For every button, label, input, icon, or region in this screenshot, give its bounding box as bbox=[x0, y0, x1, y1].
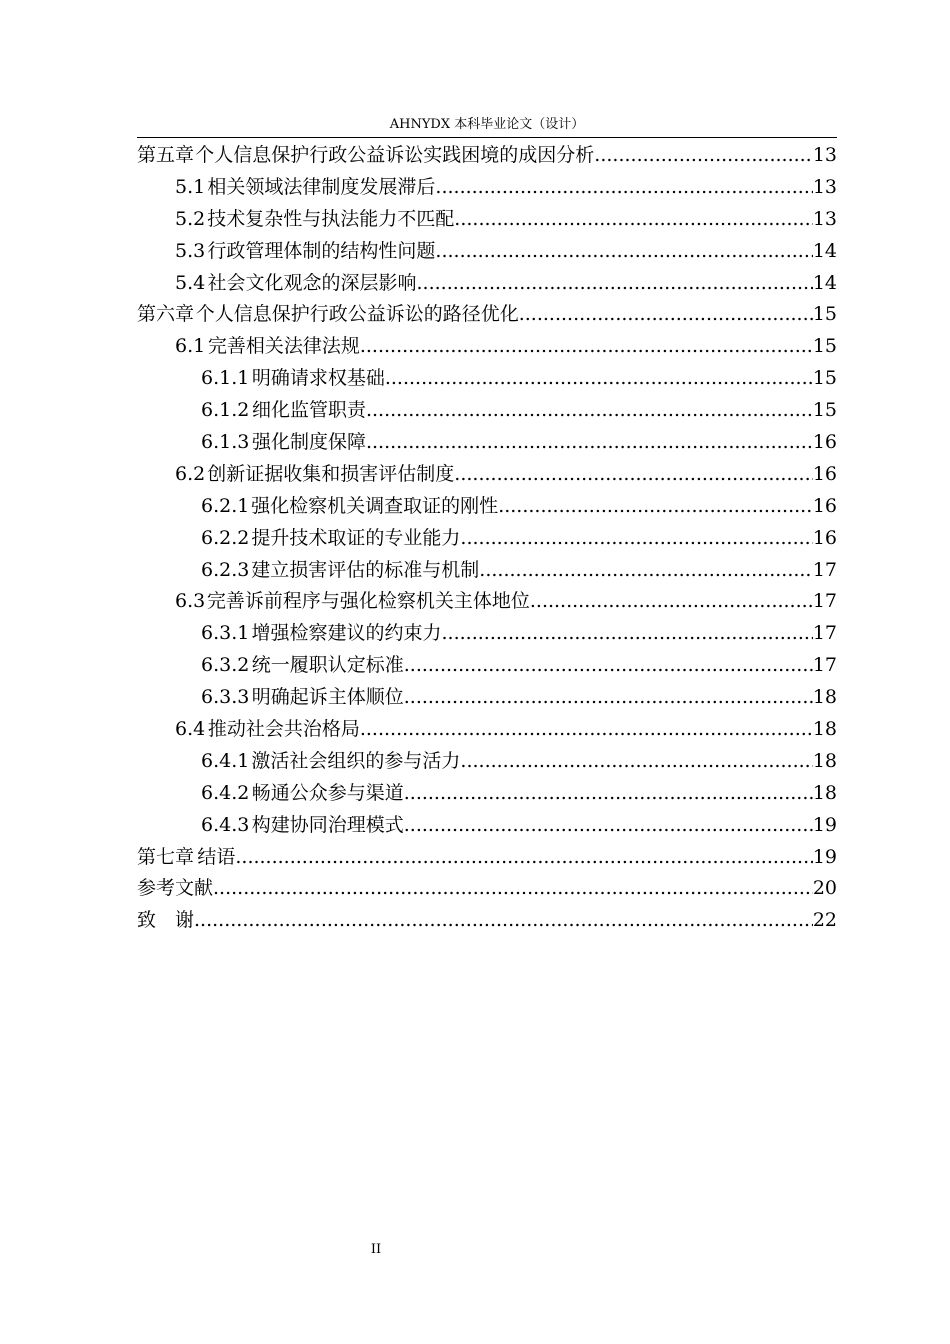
toc-entry[interactable] bbox=[137, 268, 837, 300]
toc-entry[interactable] bbox=[137, 650, 837, 682]
toc-entry-title: 强化检察机关调查取证的刚性 bbox=[251, 494, 499, 517]
toc-entry-number: 6.1.3 bbox=[201, 431, 250, 454]
toc-entry-number: 5.4 bbox=[175, 271, 206, 294]
toc-entry[interactable] bbox=[137, 746, 837, 778]
toc-entry-title: 技术复杂性与执法能力不匹配 bbox=[207, 207, 455, 230]
toc-dot-leader bbox=[530, 586, 813, 618]
toc-entry-title: 致 谢 bbox=[137, 909, 195, 932]
toc-entry-title: 创新证据收集和损害评估制度 bbox=[207, 462, 455, 485]
toc-entry-number: 6.4.2 bbox=[201, 781, 250, 804]
toc-entry[interactable] bbox=[137, 842, 837, 874]
toc-entry-title: 完善诉前程序与强化检察机关主体地位 bbox=[206, 590, 530, 613]
toc-dot-leader bbox=[404, 682, 813, 714]
toc-entry-title: 结语 bbox=[197, 845, 236, 868]
toc-entry-page: 13 bbox=[812, 207, 837, 230]
toc-entry-page: 13 bbox=[812, 144, 837, 166]
toc-entry[interactable] bbox=[137, 905, 837, 937]
toc-dot-leader bbox=[435, 236, 812, 268]
page-header: AHNYDX 本科毕业论文（设计） bbox=[389, 117, 585, 132]
toc-dot-leader bbox=[454, 204, 813, 236]
toc-entry-page: 13 bbox=[812, 175, 837, 198]
toc-dot-leader bbox=[213, 873, 813, 905]
toc-entry[interactable] bbox=[137, 299, 837, 331]
toc-entry[interactable] bbox=[137, 236, 837, 268]
toc-entry-number: 6.3.3 bbox=[201, 686, 250, 709]
page-number: II bbox=[370, 1242, 382, 1257]
toc-dot-leader bbox=[194, 905, 813, 937]
toc-entry-page: 15 bbox=[812, 367, 837, 390]
toc-entry-page: 16 bbox=[812, 526, 837, 549]
toc-entry[interactable] bbox=[137, 778, 837, 810]
toc-entry-number: 6.4.3 bbox=[201, 813, 250, 836]
toc-entry-page: 17 bbox=[812, 622, 837, 645]
toc-entry-title: 构建协同治理模式 bbox=[251, 813, 404, 836]
toc-entry-page: 18 bbox=[812, 686, 837, 709]
toc-entry-number: 第七章 bbox=[137, 845, 195, 868]
toc-entry-title: 社会文化观念的深层影响 bbox=[207, 271, 417, 294]
toc-dot-leader bbox=[594, 140, 813, 172]
toc-entry-number: 6.3 bbox=[175, 590, 206, 613]
toc-entry-page: 17 bbox=[812, 558, 837, 581]
toc-entry-number: 6.3.2 bbox=[201, 654, 250, 677]
toc-entry-page: 15 bbox=[812, 335, 837, 358]
toc-entry-title: 完善相关法律法规 bbox=[207, 335, 360, 358]
toc-dot-leader bbox=[498, 491, 813, 523]
toc-dot-leader bbox=[460, 746, 812, 778]
toc-entry[interactable] bbox=[137, 714, 837, 746]
toc-entry-number: 6.2.1 bbox=[201, 494, 250, 517]
toc-entry-number: 6.2.2 bbox=[201, 526, 250, 549]
toc-entry[interactable] bbox=[137, 395, 837, 427]
toc-entry-number: 6.1 bbox=[175, 335, 206, 358]
toc-entry-page: 19 bbox=[812, 845, 837, 868]
toc-entry-number: 第六章 bbox=[137, 303, 195, 326]
toc-entry-number: 6.4.1 bbox=[201, 749, 250, 772]
toc-entry-title: 统一履职认定标准 bbox=[251, 654, 404, 677]
toc-entry-number: 第五章 bbox=[137, 144, 195, 166]
toc-entry-page: 18 bbox=[812, 749, 837, 772]
toc-entry[interactable] bbox=[137, 873, 837, 905]
toc-entry-title: 相关领域法律制度发展滞后 bbox=[207, 175, 436, 198]
toc-dot-leader bbox=[360, 331, 813, 363]
toc-entry-page: 17 bbox=[812, 654, 837, 677]
toc-entry[interactable] bbox=[137, 555, 837, 587]
header-rule bbox=[137, 137, 837, 138]
toc-entry[interactable] bbox=[137, 172, 837, 204]
toc-entry-page: 14 bbox=[812, 239, 837, 262]
toc-entry-number: 6.2.3 bbox=[201, 558, 250, 581]
toc-dot-leader bbox=[460, 523, 812, 555]
toc-entry[interactable] bbox=[137, 459, 837, 491]
toc-entry-page: 15 bbox=[812, 303, 837, 326]
toc-entry-title: 推动社会共治格局 bbox=[207, 718, 360, 741]
toc-entry-title: 个人信息保护行政公益诉讼实践困境的成因分析 bbox=[195, 144, 595, 166]
toc-entry-page: 22 bbox=[812, 909, 837, 932]
toc-dot-leader bbox=[404, 778, 813, 810]
toc-dot-leader bbox=[360, 714, 813, 746]
toc-entry-number: 6.4 bbox=[175, 718, 206, 741]
toc-entry[interactable] bbox=[137, 810, 837, 842]
toc-entry[interactable] bbox=[137, 586, 837, 618]
toc-dot-leader bbox=[404, 810, 813, 842]
toc-entry-title: 强化制度保障 bbox=[251, 431, 366, 454]
toc-entry-number: 6.1.2 bbox=[201, 399, 250, 422]
toc-entry-title: 建立损害评估的标准与机制 bbox=[251, 558, 480, 581]
toc-dot-leader bbox=[417, 268, 813, 300]
toc-entry-title: 明确起诉主体顺位 bbox=[251, 686, 404, 709]
toc-entry[interactable] bbox=[137, 682, 837, 714]
toc-dot-leader bbox=[435, 172, 812, 204]
toc-entry[interactable] bbox=[137, 204, 837, 236]
toc-entry-page: 16 bbox=[812, 431, 837, 454]
toc-entry-title: 畅通公众参与渠道 bbox=[251, 781, 404, 804]
toc-entry-number: 5.3 bbox=[175, 239, 206, 262]
toc-entry[interactable] bbox=[137, 331, 837, 363]
toc-entry-number: 5.2 bbox=[175, 207, 206, 230]
toc-entry[interactable] bbox=[137, 523, 837, 555]
toc-entry-page: 18 bbox=[812, 781, 837, 804]
toc-entry-title: 增强检察建议的约束力 bbox=[251, 622, 442, 645]
toc-dot-leader bbox=[235, 842, 812, 874]
toc-entry[interactable] bbox=[137, 491, 837, 523]
toc-entry-page: 20 bbox=[812, 877, 837, 900]
toc-entry-page: 17 bbox=[812, 590, 837, 613]
toc-entry-title: 细化监管职责 bbox=[251, 399, 366, 422]
toc-entry[interactable] bbox=[137, 140, 837, 172]
toc-entry-number: 6.3.1 bbox=[201, 622, 250, 645]
toc-dot-leader bbox=[366, 395, 813, 427]
toc-dot-leader bbox=[479, 555, 813, 587]
toc-entry-title: 参考文献 bbox=[137, 877, 214, 900]
toc-dot-leader bbox=[442, 618, 813, 650]
toc-entry-number: 6.1.1 bbox=[201, 367, 250, 390]
toc-dot-leader bbox=[385, 363, 813, 395]
toc-entry-title: 激活社会组织的参与活力 bbox=[251, 749, 461, 772]
toc-entry[interactable] bbox=[137, 427, 837, 459]
toc-entry-page: 15 bbox=[812, 399, 837, 422]
table-of-contents bbox=[137, 140, 837, 937]
toc-dot-leader bbox=[519, 299, 813, 331]
toc-entry-page: 14 bbox=[812, 271, 837, 294]
toc-entry-number: 5.1 bbox=[175, 175, 206, 198]
toc-entry-title: 行政管理体制的结构性问题 bbox=[207, 239, 436, 262]
toc-entry-page: 16 bbox=[812, 462, 837, 485]
toc-entry-title: 提升技术取证的专业能力 bbox=[251, 526, 461, 549]
toc-dot-leader bbox=[454, 459, 813, 491]
toc-dot-leader bbox=[366, 427, 813, 459]
toc-entry-page: 18 bbox=[812, 718, 837, 741]
toc-entry-title: 明确请求权基础 bbox=[251, 367, 385, 390]
toc-entry[interactable] bbox=[137, 618, 837, 650]
toc-entry-number: 6.2 bbox=[175, 462, 206, 485]
toc-entry-title: 个人信息保护行政公益诉讼的路径优化 bbox=[195, 303, 519, 326]
toc-entry-page: 19 bbox=[812, 813, 837, 836]
toc-entry[interactable] bbox=[137, 363, 837, 395]
toc-dot-leader bbox=[404, 650, 813, 682]
toc-entry-page: 16 bbox=[812, 494, 837, 517]
